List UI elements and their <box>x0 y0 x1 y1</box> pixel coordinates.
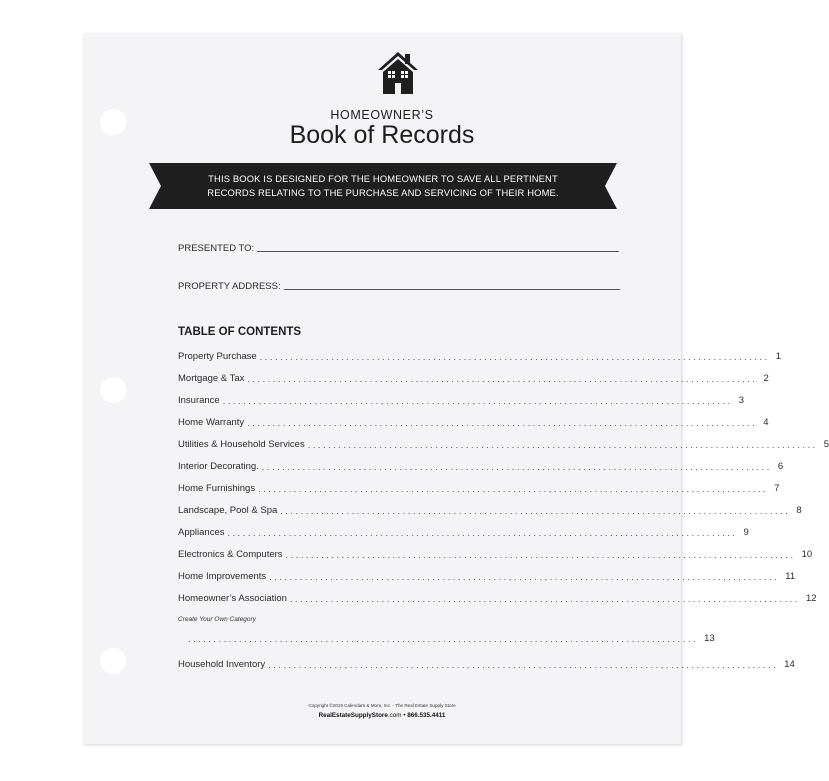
toc-leader: .................................................................................................... <box>269 572 780 582</box>
toc-leader: .................................................................................................... <box>285 550 796 560</box>
toc-item <box>178 436 829 450</box>
toc-leader: .................................................................................................... <box>261 462 772 472</box>
toc-item-household-inventory <box>178 656 795 670</box>
toc-item <box>178 480 780 494</box>
banner-line-2: RECORDS RELATING TO THE PURCHASE AND SERVICING OF THEIR HOME. <box>207 187 559 198</box>
toc-item <box>178 568 796 582</box>
book-title: Book of Records <box>289 121 475 149</box>
presented-to-line[interactable] <box>257 251 619 252</box>
property-address-label: PROPERTY ADDRESS: <box>178 281 281 292</box>
store-site-suffix: .com <box>387 712 402 719</box>
banner-line-1: THIS BOOK IS DESIGNED FOR THE HOMEOWNER TO SAVE ALL PERTINENT <box>208 173 558 184</box>
create-category-row[interactable] <box>178 630 715 644</box>
toc-item <box>178 370 769 384</box>
toc-item-name: Homeowner’s Association <box>178 593 287 604</box>
toc-leader: .................................................................................................... <box>222 396 733 406</box>
toc-item-name: Home Improvements <box>178 571 267 582</box>
toc-leader: .................................................................................................... <box>280 506 791 516</box>
toc-item-name: Home Warranty <box>178 417 245 428</box>
house-icon <box>377 51 419 95</box>
toc-item-page: 6 <box>777 461 784 472</box>
store-phone: 866.535.4411 <box>407 712 446 719</box>
toc-item-name: Utilities & Household Services <box>178 439 305 450</box>
toc-item-page: 11 <box>785 571 796 582</box>
book-kicker: HOMEOWNER’S <box>330 108 434 122</box>
toc-leader: .................................................................................................... <box>188 634 699 644</box>
create-category-label: Create Your Own Category <box>178 616 256 623</box>
toc-item-page: 12 <box>806 593 817 604</box>
binder-hole-middle <box>100 377 126 403</box>
toc-item-page: 3 <box>738 395 745 406</box>
toc-item-page: 10 <box>801 549 813 560</box>
toc-item <box>178 458 784 472</box>
toc-leader: .................................................................................................... <box>227 528 738 538</box>
toc-item-page: 5 <box>823 439 829 450</box>
toc-item-name: Household Inventory <box>178 659 266 670</box>
toc-item-name: Interior Decorating. <box>178 461 259 472</box>
toc-leader: .................................................................................................... <box>259 352 770 362</box>
toc-item-name: Appliances <box>178 527 225 538</box>
create-category-page: 13 <box>704 633 715 644</box>
toc-item-page: 4 <box>763 417 769 428</box>
toc-leader: .................................................................................................... <box>268 660 779 670</box>
property-address-line[interactable] <box>284 289 620 290</box>
toc-leader: .................................................................................................... <box>289 594 801 604</box>
toc-item <box>178 348 782 362</box>
toc-item <box>178 590 817 604</box>
contact-separator: • <box>403 712 406 719</box>
toc-leader: .................................................................................................... <box>247 374 758 384</box>
toc-item-name: Electronics & Computers <box>178 549 283 560</box>
toc-item <box>178 392 745 406</box>
toc-item-page: 14 <box>784 659 795 670</box>
store-site-name: RealEstateSupplyStore <box>318 712 388 719</box>
property-address-field[interactable] <box>178 281 620 292</box>
toc-item-page: 9 <box>743 527 749 538</box>
banner-text <box>179 172 587 200</box>
toc-item-page: 1 <box>775 351 782 362</box>
record-book-page <box>83 33 829 744</box>
toc-leader: .................................................................................................... <box>258 484 769 494</box>
toc-item <box>178 414 769 428</box>
toc-item-page: 2 <box>763 373 769 384</box>
store-contact <box>83 712 681 719</box>
toc-item-page: 7 <box>774 483 780 494</box>
toc-item-name: Landscape, Pool & Spa <box>178 505 278 516</box>
toc-item <box>178 524 749 538</box>
toc-item-name: Home Furnishings <box>178 483 256 494</box>
presented-to-field[interactable] <box>178 243 619 254</box>
binder-hole-bottom <box>100 648 126 674</box>
toc-item-name: Insurance <box>178 395 220 406</box>
toc-heading: TABLE OF CONTENTS <box>178 326 302 338</box>
intro-banner <box>149 163 617 209</box>
toc-item <box>178 502 802 516</box>
toc-item <box>178 546 813 560</box>
presented-to-label: PRESENTED TO: <box>178 243 255 254</box>
copyright-notice: Copyright ©2019 Calendars & More, Inc. - The Real Estate Supply Store <box>308 703 456 708</box>
toc-leader: .................................................................................................... <box>307 440 818 450</box>
toc-leader: .................................................................................................... <box>247 418 758 428</box>
toc-item-page: 8 <box>796 505 802 516</box>
toc-item-name: Property Purchase <box>178 351 257 362</box>
toc-item-name: Mortgage & Tax <box>178 373 245 384</box>
